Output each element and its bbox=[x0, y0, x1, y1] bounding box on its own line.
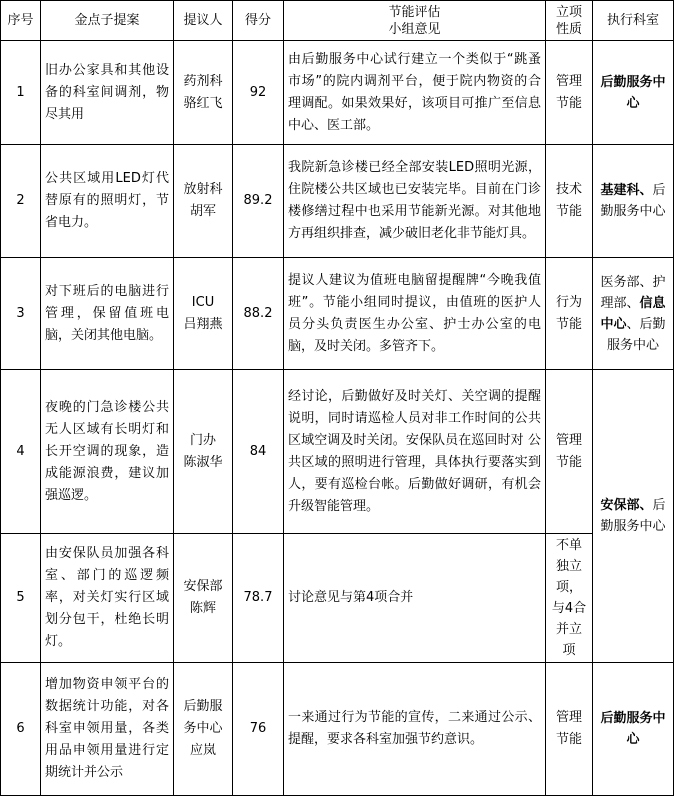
cell-score: 84 bbox=[233, 370, 284, 534]
cell-score: 78.7 bbox=[233, 534, 284, 663]
table-row bbox=[1, 370, 674, 534]
cell-no: 2 bbox=[1, 145, 41, 258]
table-row bbox=[1, 258, 674, 370]
cell-score: 89.2 bbox=[233, 145, 284, 258]
cell-nature: 管理 节能 bbox=[546, 370, 593, 534]
cell-proposer: ICU 吕翔燕 bbox=[174, 258, 233, 370]
cell-proposal: 增加物资申领平台的数据统计功能，对各科室申领用量，各类用品申领用量进行定期统计并公示 bbox=[41, 663, 174, 796]
cell-no: 3 bbox=[1, 258, 41, 370]
table-row bbox=[1, 41, 674, 145]
cell-department bbox=[593, 258, 674, 370]
cell-nature: 技术 节能 bbox=[546, 145, 593, 258]
cell-proposer: 门办 陈淑华 bbox=[174, 370, 233, 534]
cell-opinion: 由后勤服务中心试行建立一个类似于“跳蚤市场”的院内调剂平台，便于院内物资的合理调配。如果效果好，该项目可推广至信息中心、医工部。 bbox=[284, 41, 546, 145]
cell-no: 4 bbox=[1, 370, 41, 534]
department-primary: 安保部、 bbox=[600, 498, 653, 513]
cell-opinion: 经讨论，后勤做好及时关灯、关空调的提醒说明，同时请巡检人员对非工作时间的公共区域空调及时关闭。安保队员在巡回时对 公共区域的照明进行管理，具体执行要落实到人，要有巡检台帐。后勤做好调研，有机会升级智能管理。 bbox=[284, 370, 546, 534]
header-score: 得分 bbox=[233, 1, 284, 41]
cell-proposer: 放射科 胡军 bbox=[174, 145, 233, 258]
department-primary: 基建科、 bbox=[600, 183, 653, 198]
cell-proposer: 安保部 陈辉 bbox=[174, 534, 233, 663]
cell-score: 76 bbox=[233, 663, 284, 796]
cell-nature: 管理 节能 bbox=[546, 41, 593, 145]
cell-proposal: 由安保队员加强各科室、部门的巡逻频率，对关灯实行区域划分包干，杜绝长明灯。 bbox=[41, 534, 174, 663]
department-secondary: 后勤服务中心 bbox=[600, 183, 666, 219]
cell-department bbox=[593, 145, 674, 258]
table-row bbox=[1, 145, 674, 258]
cell-proposer: 药剂科 骆红飞 bbox=[174, 41, 233, 145]
header-no: 序号 bbox=[1, 1, 41, 41]
cell-score: 92 bbox=[233, 41, 284, 145]
cell-department bbox=[593, 41, 674, 145]
header-row bbox=[1, 1, 674, 41]
table-row bbox=[1, 663, 674, 796]
cell-nature: 不单独立项，与4合并立项 bbox=[546, 534, 593, 663]
cell-opinion: 我院新急诊楼已经全部安装LED照明光源，住院楼公共区域也已安装完毕。目前在门诊楼修缮过程中也采用节能新光源。对其他地方再组织排查，减少破旧老化非节能灯具。 bbox=[284, 145, 546, 258]
table-row bbox=[1, 534, 674, 663]
cell-no: 5 bbox=[1, 534, 41, 663]
cell-score: 88.2 bbox=[233, 258, 284, 370]
cell-nature: 管理 节能 bbox=[546, 663, 593, 796]
cell-department bbox=[593, 663, 674, 796]
department-primary: 后勤服务中心 bbox=[600, 711, 666, 747]
cell-no: 6 bbox=[1, 663, 41, 796]
department-prefix: 医务部、护理部、 bbox=[600, 274, 666, 311]
cell-proposal: 旧办公家具和其他设备的科室间调剂，物尽其用 bbox=[41, 41, 174, 145]
cell-opinion: 提议人建议为值班电脑留提醒牌“今晚我值班”。节能小组同时提议，由值班的医护人员分头负责医生办公室、护士办公室的电脑，及时关闭。多管齐下。 bbox=[284, 258, 546, 370]
cell-proposal: 夜晚的门急诊楼公共无人区域有长明灯和长开空调的现象，造成能源浪费，建议加强巡逻。 bbox=[41, 370, 174, 534]
header-nature: 立项 性质 bbox=[546, 1, 593, 41]
header-opinion: 节能评估 小组意见 bbox=[284, 1, 546, 41]
cell-proposal: 公共区域用LED灯代替原有的照明灯，节省电力。 bbox=[41, 145, 174, 258]
cell-nature: 行为 节能 bbox=[546, 258, 593, 370]
header-proposer: 提议人 bbox=[174, 1, 233, 41]
header-department: 执行科室 bbox=[593, 1, 674, 41]
department-primary: 后勤服务中心 bbox=[600, 74, 666, 111]
cell-department bbox=[593, 370, 674, 663]
cell-opinion: 讨论意见与第4项合并 bbox=[284, 534, 546, 663]
department-secondary: 、后勤服务中心 bbox=[606, 316, 666, 353]
cell-no: 1 bbox=[1, 41, 41, 145]
department-primary: 信息中心 bbox=[600, 295, 666, 332]
cell-proposer: 后勤服务中心 应岚 bbox=[174, 663, 233, 796]
cell-opinion: 一来通过行为节能的宣传，二来通过公示、提醒，要求各科室加强节约意识。 bbox=[284, 663, 546, 796]
header-proposal: 金点子提案 bbox=[41, 1, 174, 41]
cell-proposal: 对下班后的电脑进行管理，保留值班电脑，关闭其他电脑。 bbox=[41, 258, 174, 370]
department-secondary: 后勤服务中心 bbox=[600, 498, 666, 534]
